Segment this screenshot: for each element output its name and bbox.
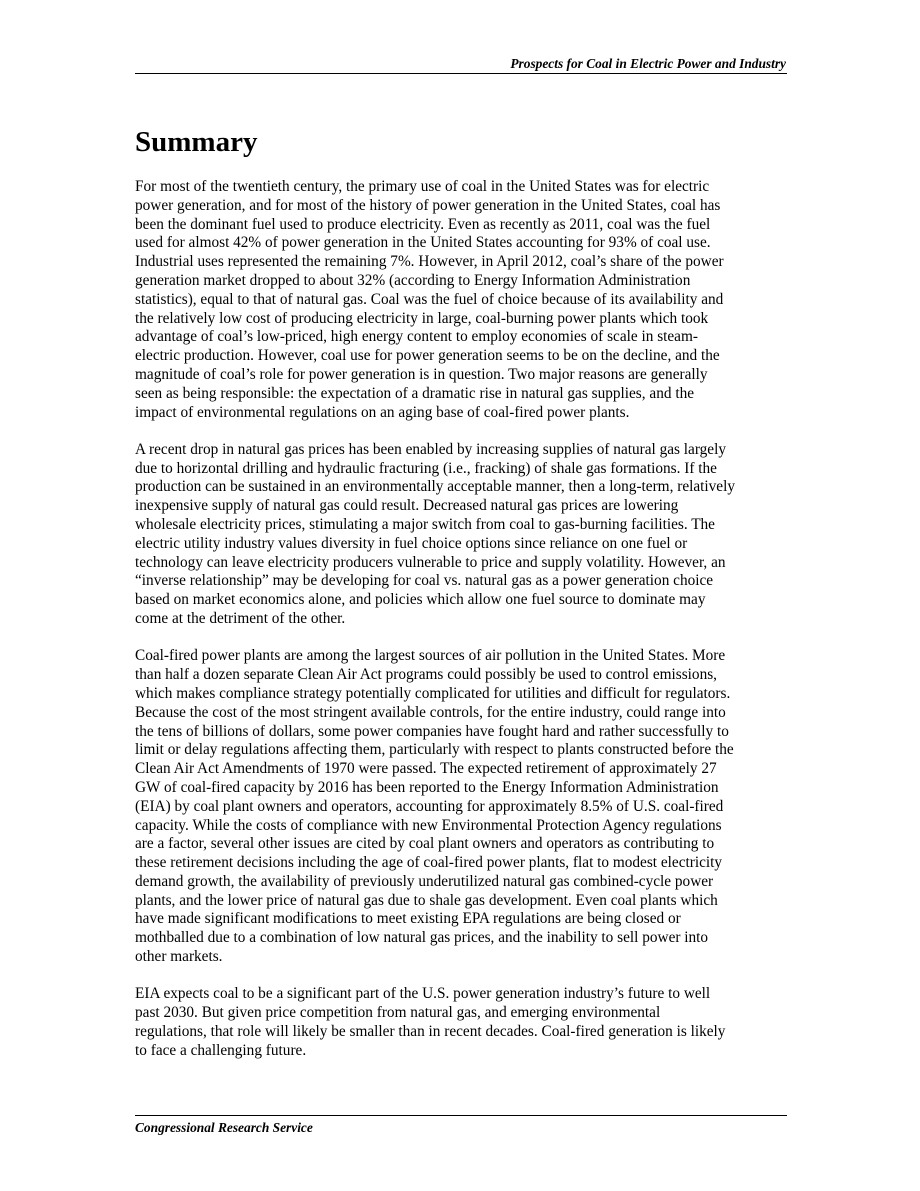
paragraph-line: demand growth, the availability of previously underutilized natural gas combined-cycle power <box>135 872 714 890</box>
running-footer-publisher: Congressional Research Service <box>135 1120 313 1135</box>
paragraph-line: wholesale electricity prices, stimulating a major switch from coal to gas-burning facilities. The <box>135 516 715 534</box>
paragraph-line: For most of the twentieth century, the primary use of coal in the United States was for electric <box>135 178 710 195</box>
section-title: Summary <box>135 126 258 158</box>
paragraph-line: have made significant modifications to meet existing EPA regulations are being closed or <box>135 910 681 928</box>
summary-body <box>135 178 787 1079</box>
paragraph-line: the tens of billions of dollars, some power companies have fought hard and rather successfully to <box>135 722 729 740</box>
paragraph-line: than half a dozen separate Clean Air Act programs could possibly be used to control emissions, <box>135 666 717 684</box>
paragraph-line: the relatively low cost of producing electricity in large, coal-burning power plants which took <box>135 309 709 327</box>
paragraph-line: technology can leave electricity producers vulnerable to price and supply volatility. However, an <box>135 553 726 571</box>
paragraph-line: based on market economics alone, and policies which allow one fuel source to dominate may <box>135 591 706 609</box>
paragraph-line: plants, and the lower price of natural gas due to shale gas development. Even coal plants which <box>135 891 718 909</box>
paragraph-line: statistics), equal to that of natural gas. Coal was the fuel of choice because of its availability and <box>135 290 724 308</box>
paragraph-line: electric utility industry values diversity in fuel choice options since reliance on one fuel or <box>135 534 688 552</box>
paragraph-line: electric production. However, coal use for power generation seems to be on the decline, and the <box>135 347 720 365</box>
paragraph-line: these retirement decisions including the age of coal-fired power plants, flat to modest electricity <box>135 854 723 872</box>
body-paragraph <box>135 985 787 1060</box>
paragraph-line: seen as being responsible: the expectation of a dramatic rise in natural gas supplies, and the <box>135 384 695 402</box>
header-divider <box>135 73 787 74</box>
paragraph-line: generation market dropped to about 32% (according to Energy Information Administration <box>135 271 691 289</box>
paragraph-line: advantage of coal’s low-priced, high energy content to employ economies of scale in steam- <box>135 328 698 346</box>
paragraph-line: Industrial uses represented the remaining 7%. However, in April 2012, coal’s share of the power <box>135 253 724 271</box>
paragraph-line: past 2030. But given price competition from natural gas, and emerging environmental <box>135 1004 661 1022</box>
paragraph-line: Because the cost of the most stringent available controls, for the entire industry, could range into <box>135 703 726 721</box>
paragraph-line: due to horizontal drilling and hydraulic fracturing (i.e., fracking) of shale gas formations. If the <box>135 459 717 477</box>
paragraph-line: production can be sustained in an environmentally acceptable manner, then a long-term, relatively <box>135 478 735 496</box>
running-header-title: Prospects for Coal in Electric Power and Industry <box>510 56 786 71</box>
paragraph-line: A recent drop in natural gas prices has been enabled by increasing supplies of natural gas largely <box>135 440 726 458</box>
body-paragraph <box>135 178 787 422</box>
paragraph-line: which makes compliance strategy potentially complicated for utilities and difficult for regulators. <box>135 684 731 702</box>
paragraph-line: used for almost 42% of power generation in the United States accounting for 93% of coal use. <box>135 234 711 252</box>
paragraph-line: come at the detriment of the other. <box>135 610 346 628</box>
paragraph-line: GW of coal-fired capacity by 2016 has been reported to the Energy Information Administration <box>135 778 719 796</box>
paragraph-line: been the dominant fuel used to produce electricity. Even as recently as 2011, coal was the fuel <box>135 215 711 233</box>
paragraph-line: are a factor, several other issues are cited by coal plant owners and operators as contributing to <box>135 835 715 853</box>
paragraph-line: limit or delay regulations affecting them, particularly with respect to plants constructed before the <box>135 741 734 759</box>
paragraph-line: Clean Air Act Amendments of 1970 were passed. The expected retirement of approximately 27 <box>135 760 717 778</box>
paragraph-line: magnitude of coal’s role for power generation is in question. Two major reasons are generally <box>135 365 708 383</box>
paragraph-line: (EIA) by coal plant owners and operators, accounting for approximately 8.5% of U.S. coal-fired <box>135 797 724 815</box>
paragraph-line: inexpensive supply of natural gas could result. Decreased natural gas prices are lowering <box>135 497 679 515</box>
paragraph-line: impact of environmental regulations on an aging base of coal-fired power plants. <box>135 403 630 421</box>
body-paragraph <box>135 647 787 967</box>
paragraph-line: “inverse relationship” may be developing for coal vs. natural gas as a power generation choice <box>135 572 714 590</box>
paragraph-line: to face a challenging future. <box>135 1041 307 1059</box>
paragraph-line: regulations, that role will likely be smaller than in recent decades. Coal-fired generation is likely <box>135 1022 726 1040</box>
footer-divider <box>135 1115 787 1116</box>
paragraph-line: power generation, and for most of the history of power generation in the United States, coal has <box>135 196 721 214</box>
paragraph-line: other markets. <box>135 948 223 966</box>
body-paragraph <box>135 441 787 629</box>
paragraph-line: capacity. While the costs of compliance with new Environmental Protection Agency regulations <box>135 816 722 834</box>
paragraph-line: Coal-fired power plants are among the largest sources of air pollution in the United States. More <box>135 647 726 665</box>
paragraph-line: mothballed due to a combination of low natural gas prices, and the inability to sell power into <box>135 929 709 947</box>
paragraph-line: EIA expects coal to be a significant part of the U.S. power generation industry’s future to well <box>135 985 711 1003</box>
